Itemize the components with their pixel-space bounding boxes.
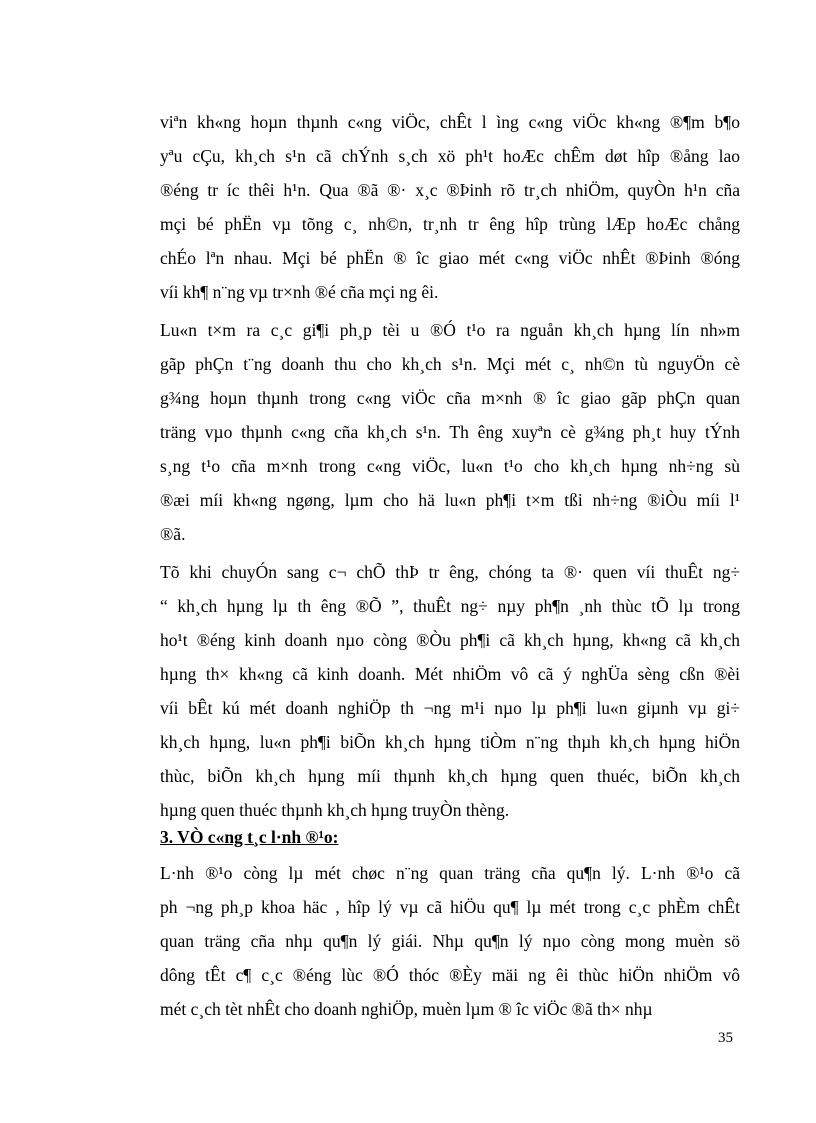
text-line: mét c¸ch tèt nhÊt cho doanh nghiÖp, muèn lµm ® îc viÖc ®ã th× nhµ — [160, 999, 653, 1019]
text-line: Tõ khi chuyÓn sang c¬ chÕ thÞ tr êng, chóng ta ®· quen víi thuÊt ng÷ — [160, 562, 740, 582]
text-line: ®ã. — [160, 524, 186, 544]
text-line: víi bÊt kú mét doanh nghiÖp th ¬ng m¹i nµo lµ ph¶i lu«n giµnh vµ gi÷ — [160, 698, 740, 718]
text-line-content: Lu«n t×m ra c¸c gi¶i ph¸p tèi u ®Ó t¹o ra nguån kh¸ch hµng lín nh»m — [160, 320, 740, 340]
text-line: träng vµo thµnh c«ng cña kh¸ch s¹n. Th êng xuyªn cè g¾ng ph¸t huy tÝnh — [160, 422, 740, 442]
text-line: viªn kh«ng hoµn thµnh c«ng viÖc, chÊt l ìng c«ng viÖc kh«ng ®¶m b¶o — [160, 112, 740, 132]
text-line: ph ¬ng ph¸p khoa häc , hîp lý vµ cã hiÖu qu¶ lµ mét trong c¸c phÈm chÊt — [160, 897, 740, 917]
paragraph-4 — [160, 856, 740, 1026]
text-line: g¾ng hoµn thµnh trong c«ng viÖc cña m×nh ® îc giao gãp phÇn quan — [160, 388, 740, 408]
text-line: “ kh¸ch hµng lµ th êng ®Õ ”, thuÊt ng÷ nµy ph¶n ¸nh thùc tÕ lµ trong — [160, 596, 740, 616]
text-line: L·nh ®¹o còng lµ mét chøc n¨ng quan träng cña qu¶n lý. L·nh ®¹o cã — [160, 863, 740, 883]
text-line — [160, 313, 740, 347]
text-line: dông tÊt c¶ c¸c ®éng lùc ®Ó thóc ®Èy mäi ng êi thùc hiÖn nhiÖm vô — [160, 965, 740, 985]
text-line: hµng quen thuéc thµnh kh¸ch hµng truyÒn thèng. — [160, 800, 510, 820]
body-text-top — [160, 105, 740, 831]
text-line: chÉo lªn nhau. Mçi bé phËn ® îc giao mét c«ng viÖc nhÊt ®Þinh ®óng — [160, 248, 740, 268]
text-line: víi kh¶ n¨ng vµ tr×nh ®é cña mçi ng êi. — [160, 282, 439, 302]
section-heading: 3. VÒ c«ng t¸c l·nh ®¹o: — [160, 827, 339, 847]
paragraph-2 — [160, 313, 740, 551]
text-line: mçi bé phËn vµ tõng c¸ nh©n, tr¸nh tr êng hîp trùng lÆp hoÆc chång — [160, 214, 740, 234]
text-line: ®æi míi kh«ng ngøng, lµm cho hä lu«n ph¶i t×m tßi nh÷ng ®iÒu míi l¹ — [160, 490, 740, 510]
text-line: thùc, biÕn kh¸ch hµng míi thµnh kh¸ch hµng quen thuéc, biÕn kh¸ch — [160, 766, 740, 786]
page-number: 35 — [718, 1030, 733, 1046]
text-line: quan träng cña nhµ qu¶n lý giái. Nhµ qu¶n lý nµo còng mong muèn sö — [160, 931, 740, 951]
paragraph-1 — [160, 105, 740, 309]
paragraph-3 — [160, 555, 740, 827]
text-line: s¸ng t¹o cña m×nh trong c«ng viÖc, lu«n t¹o cho kh¸ch hµng nh÷ng sù — [160, 456, 740, 476]
text-line: kh¸ch hµng, lu«n ph¶i biÕn kh¸ch hµng tiÒm n¨ng thµh kh¸ch hµng hiÖn — [160, 732, 740, 752]
text-line: ho¹t ®éng kinh doanh nµo còng ®Òu ph¶i cã kh¸ch hµng, kh«ng cã kh¸ch — [160, 630, 740, 650]
text-line: yªu cÇu, kh¸ch s¹n cã chÝnh s¸ch xö ph¹t hoÆc chÊm døt hîp ®ång lao — [160, 146, 740, 166]
text-line: gãp phÇn t¨ng doanh thu cho kh¸ch s¹n. Mçi mét c¸ nh©n tù nguyÖn cè — [160, 354, 740, 374]
text-line: ®éng tr íc thêi h¹n. Qua ®ã ®· x¸c ®Þinh rõ tr¸ch nhiÖm, quyÒn h¹n cña — [160, 180, 740, 200]
text-line: hµng th× kh«ng cã kinh doanh. Mét nhiÖm vô cã ý nghÜa sèng cßn ®èi — [160, 664, 740, 684]
